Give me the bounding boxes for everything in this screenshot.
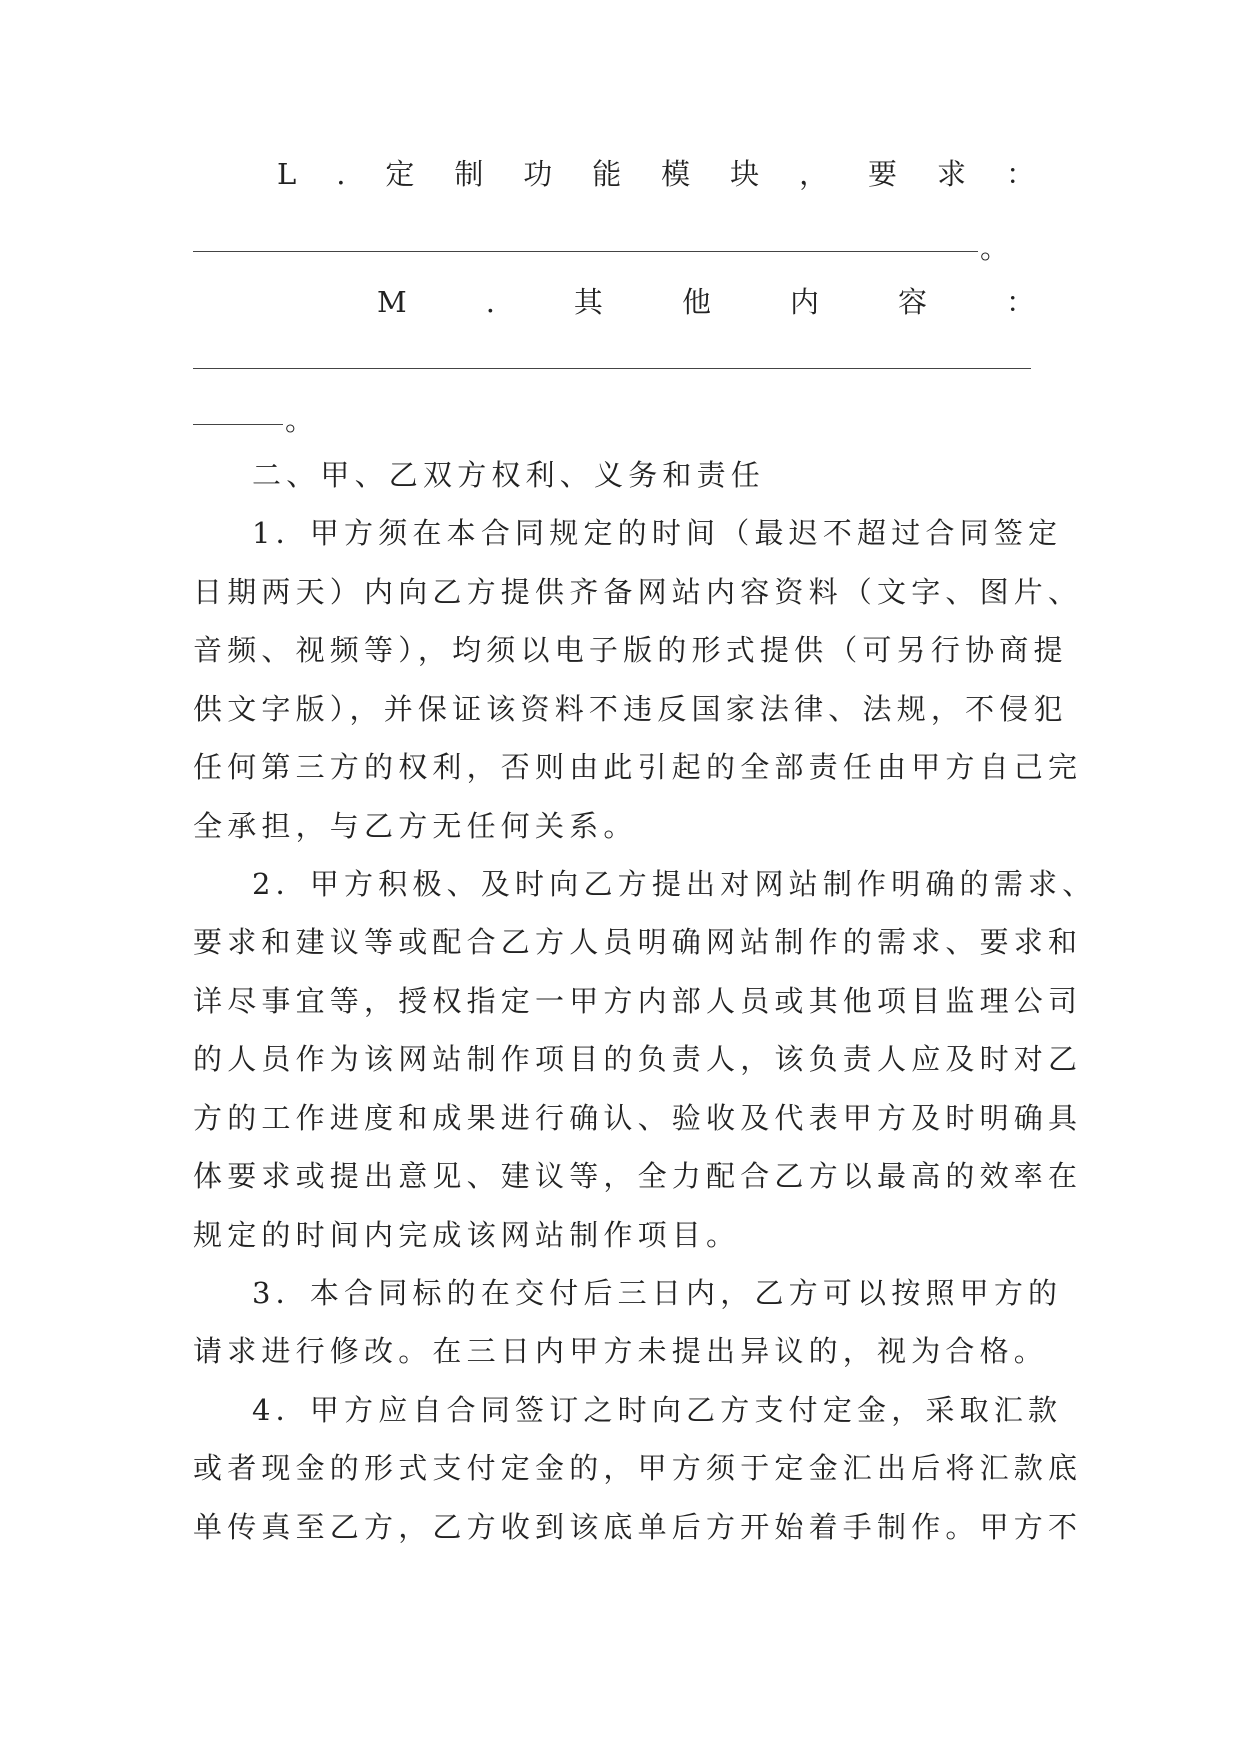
item-m-char: 内 — [789, 285, 819, 319]
item-m-char: ： — [1005, 285, 1035, 319]
paragraph-line: 任何第三方的权利，否则由此引起的全部责任由甲方自己完 — [193, 750, 1083, 784]
paragraph-line: 1．甲方须在本合同规定的时间（最迟不超过合同签定 — [252, 516, 1063, 550]
item-m-char: . — [485, 285, 495, 319]
paragraph-line: 规定的时间内完成该网站制作项目。 — [193, 1218, 741, 1252]
item-l-char: L — [277, 157, 297, 191]
item-l-char: 块 — [730, 157, 760, 191]
item-l-char: ： — [1005, 157, 1035, 191]
item-l-blank-line — [193, 251, 978, 252]
item-m-char: 其 — [573, 285, 603, 319]
item-m-blank-line — [193, 368, 1031, 369]
paragraph-line: 体要求或提出意见、建议等，全力配合乙方以最高的效率在 — [193, 1159, 1083, 1193]
paragraph-line: 2．甲方积极、及时向乙方提出对网站制作明确的需求、 — [252, 867, 1097, 901]
item-m-heading — [377, 282, 1035, 322]
paragraph-line: 全承担，与乙方无任何关系。 — [193, 809, 638, 843]
item-l-char: 要 — [868, 157, 898, 191]
paragraph-line: 详尽事宜等，授权指定一甲方内部人员或其他项目监理公司 — [193, 984, 1083, 1018]
section-title: 二、甲、乙双方权利、义务和责任 — [252, 458, 766, 492]
paragraph-line: 供文字版），并保证该资料不违反国家法律、法规，不侵犯 — [193, 692, 1068, 726]
item-l-char: ， — [799, 157, 829, 191]
item-l-end-mark: 。 — [980, 231, 1010, 265]
paragraph-line: 单传真至乙方，乙方收到该底单后方开始着手制作。甲方不 — [193, 1510, 1083, 1544]
item-l-char: . — [336, 157, 346, 191]
item-m-char: 他 — [681, 285, 711, 319]
paragraph-line: 请求进行修改。在三日内甲方未提出异议的，视为合格。 — [193, 1334, 1049, 1368]
paragraph-line: 或者现金的形式支付定金的，甲方须于定金汇出后将汇款底 — [193, 1451, 1083, 1485]
item-m-end-mark: 。 — [285, 403, 315, 437]
item-l-char: 定 — [385, 157, 415, 191]
paragraph-line: 音频、视频等），均须以电子版的形式提供（可另行协商提 — [193, 633, 1068, 667]
item-l-heading — [277, 154, 1035, 194]
paragraph-line: 3．本合同标的在交付后三日内，乙方可以按照甲方的 — [252, 1276, 1063, 1310]
item-m-char: 容 — [897, 285, 927, 319]
paragraph-line: 4．甲方应自合同签订之时向乙方支付定金，采取汇款 — [252, 1393, 1063, 1427]
item-l-char: 制 — [454, 157, 484, 191]
paragraph-line: 方的工作进度和成果进行确认、验收及代表甲方及时明确具 — [193, 1101, 1083, 1135]
paragraph-line: 的人员作为该网站制作项目的负责人，该负责人应及时对乙 — [193, 1042, 1083, 1076]
paragraph-line: 要求和建议等或配合乙方人员明确网站制作的需求、要求和 — [193, 925, 1083, 959]
item-l-char: 求 — [936, 157, 966, 191]
item-l-char: 功 — [523, 157, 553, 191]
item-l-char: 能 — [592, 157, 622, 191]
item-l-char: 模 — [661, 157, 691, 191]
paragraph-line: 日期两天）内向乙方提供齐备网站内容资料（文字、图片、 — [193, 575, 1083, 609]
item-m-blank-line-cont — [193, 424, 283, 425]
item-m-char: M — [377, 285, 407, 319]
